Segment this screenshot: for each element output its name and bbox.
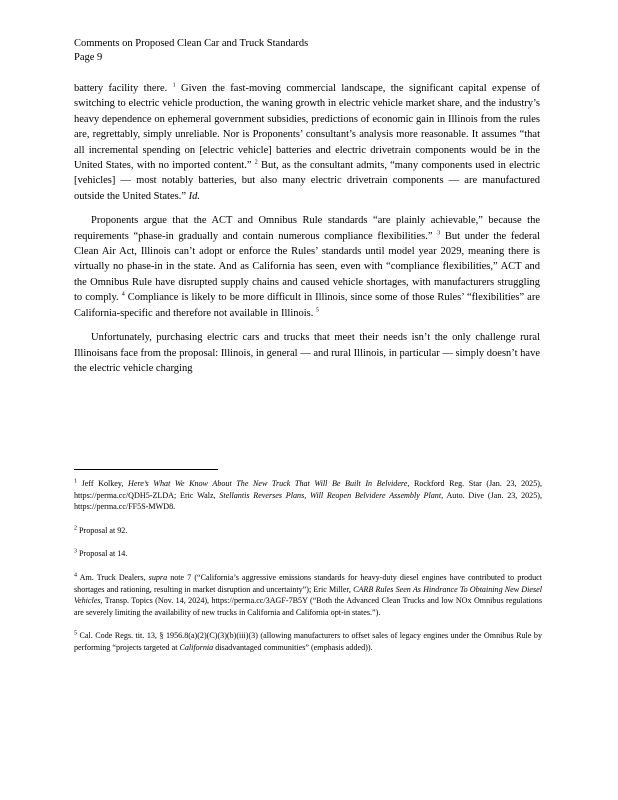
footnote-ref-5[interactable]: 5 (316, 307, 319, 314)
page-number: Page 9 (74, 52, 103, 63)
footnote-1-text-c: , Auto. Dive (Jan. 23, 2025), https://perma.cc/FF5S-MWD8. (74, 490, 542, 512)
footnote-4-text-c: , Transp. Topics (Nov. 14, 2024), https://perma.cc/3AGF-7B5Y (“Both the Advanced Clean Trucks and low NOx Omnibus regulations are severely limiting the availability of new trucks in California and California opt-in states.”). (74, 596, 542, 617)
footnote-3-number: 3 (74, 548, 77, 555)
paragraph-1 (74, 81, 540, 204)
footnote-1-number: 1 (74, 478, 77, 485)
footnote-ref-1[interactable]: 1 (172, 82, 176, 89)
paragraph-1-text-c: But, as the consultant admits, “many components used in electric [vehicles] — most notably batteries, but also many electric drivetrain components — are manufactured outside the United States.” (74, 160, 540, 202)
footnote-4-title: CARB Rules Seen As Hindrance To Obtaining New Diesel Vehicles (74, 584, 542, 606)
footnote-2 (74, 525, 542, 537)
footnote-5-text-b: disadvantaged communities” (emphasis added)). (213, 642, 373, 652)
paragraph-1-text-b: Given the fast-moving commercial landscape, the significant capital expense of switching to electric vehicle production, the waning growth in electric vehicle market share, and the industry’s heavy dependence on ephemeral government subsidies, predictions of economic gain in Illinois from the rules are, regrettably, simply unreliable. Nor is Proponents’ consultant’s analysis more reasonable. It assumes “that all incremental spending on [electric vehicle] batteries and electric drivetrain components would be in the United States, with no imported content.” (74, 83, 540, 172)
id-citation: Id. (188, 190, 200, 202)
footnote-ref-4[interactable]: 4 (121, 291, 125, 298)
paragraph-2-text-a: Proponents argue that the ACT and Omnibus Rule standards “are plainly achievable,” because the requirements “phase-in gradually and contain numerous compliance flexibilities.” (74, 215, 540, 242)
footnote-1-title-b: Stellantis Reverses Plans, Will Reopen Belvidere Assembly Plant (219, 490, 442, 500)
footnote-4 (74, 572, 542, 618)
footnote-5-text-a: Cal. Code Regs. tit. 13, § 1956.8(a)(2)(C)(3)(b)(iii)(3) (allowing manufacturers to offset sales of legacy engines under the Omnibus Rule by performing “projects targeted at (74, 631, 542, 652)
paragraph-3: Unfortunately, purchasing electric cars and trucks that meet their needs isn’t the only challenge rural Illinoisans face from the proposal: Illinois, in general — and rural Illinois, in particular — simply doesn’t have the electric vehicle charging (74, 332, 540, 374)
paragraph-2-text-c: Compliance is likely to be more difficult in Illinois, since some of those Rules’ “flexibilities” are California-specific and therefore not available in Illinois. (74, 292, 540, 319)
footnote-4-supra: supra (148, 572, 168, 582)
footnote-ref-3[interactable]: 3 (437, 230, 441, 237)
footnote-3 (74, 548, 542, 560)
footnote-1 (74, 478, 542, 513)
footnote-4-text-a: Am. Truck Dealers, (77, 572, 149, 582)
footnote-ref-2[interactable]: 2 (254, 159, 258, 166)
paragraph-1-text-a: battery facility there. (74, 83, 173, 94)
page-header (74, 37, 308, 65)
header-title: Comments on Proposed Clean Car and Truck Standards (74, 38, 309, 49)
footnote-2-text: Proposal at 92. (77, 525, 128, 535)
footnote-2-number: 2 (74, 525, 77, 532)
footnote-5-number: 5 (74, 630, 77, 637)
footnote-5-emphasis: California (179, 642, 214, 652)
footnote-1-title-a: Here’s What We Know About The New Truck That Will Be Built In Belvidere (128, 479, 408, 488)
footnote-5 (74, 630, 542, 653)
footnote-separator (74, 469, 218, 470)
footnote-4-number: 4 (74, 572, 77, 579)
footnote-3-text: Proposal at 14. (77, 549, 128, 559)
paragraph-2 (74, 213, 540, 321)
paragraph-2-text-b: But under the federal Clean Air Act, Illinois can’t adopt or enforce the Rules’ standards until model year 2029, meaning there is virtually no phase-in in the state. And as California has seen, even with “compliance flexibilities,” ACT and the Omnibus Rule have disrupted supply chains and caused vehicle shortages, with manufacturers struggling to comply. (74, 230, 540, 304)
footnote-1-text-b: , Rockford Reg. Star (Jan. 23, 2025), https://perma.cc/QDH5-ZLDA; Eric Walz, (74, 479, 542, 500)
footnote-4-text-b: note 7 (“California’s aggressive emissions standards for heavy-duty diesel engines have contributed to product shortages and rationing, resulting in market disruption and uncertainty”); Eric Miller, (74, 572, 542, 594)
footnotes (74, 478, 542, 666)
footnote-1-text-a: Jeff Kolkey, (77, 479, 129, 488)
body-text (74, 81, 540, 385)
